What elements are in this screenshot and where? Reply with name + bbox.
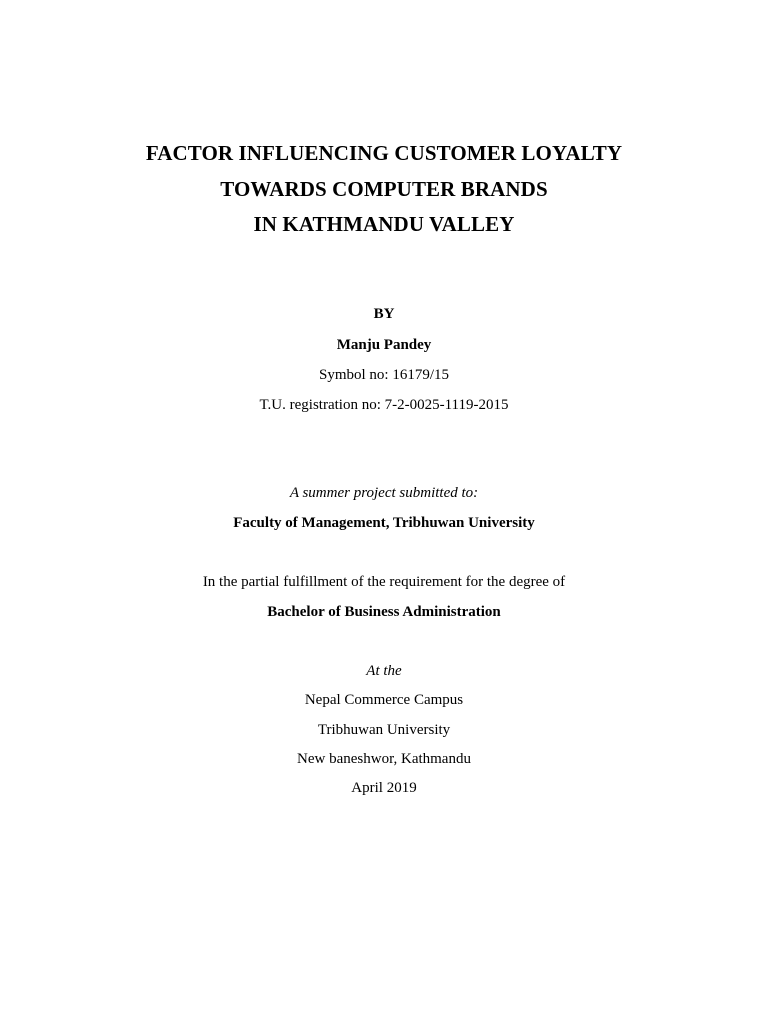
registration-number: T.U. registration no: 7-2-0025-1119-2015 bbox=[259, 397, 509, 413]
by-label: BY bbox=[373, 306, 395, 322]
location-text: New baneshwor, Kathmandu bbox=[297, 751, 471, 767]
submitted-to-label: A summer project submitted to: bbox=[289, 485, 479, 501]
title-line-2: TOWARDS COMPUTER BRANDS bbox=[220, 177, 548, 201]
degree-name: Bachelor of Business Administration bbox=[267, 604, 501, 620]
title-line-1: FACTOR INFLUENCING CUSTOMER LOYALTY bbox=[145, 141, 623, 165]
university-name: Tribhuwan University bbox=[317, 722, 451, 738]
symbol-number: Symbol no: 16179/15 bbox=[318, 367, 449, 383]
faculty-name: Faculty of Management, Tribhuwan University bbox=[233, 515, 535, 531]
title-line-3: IN KATHMANDU VALLEY bbox=[253, 212, 515, 236]
author-name: Manju Pandey bbox=[336, 337, 432, 353]
campus-name: Nepal Commerce Campus bbox=[304, 692, 464, 708]
fulfillment-text: In the partial fulfillment of the requirement for the degree of bbox=[202, 574, 566, 590]
date-text: April 2019 bbox=[351, 780, 417, 796]
at-label: At the bbox=[366, 663, 402, 679]
